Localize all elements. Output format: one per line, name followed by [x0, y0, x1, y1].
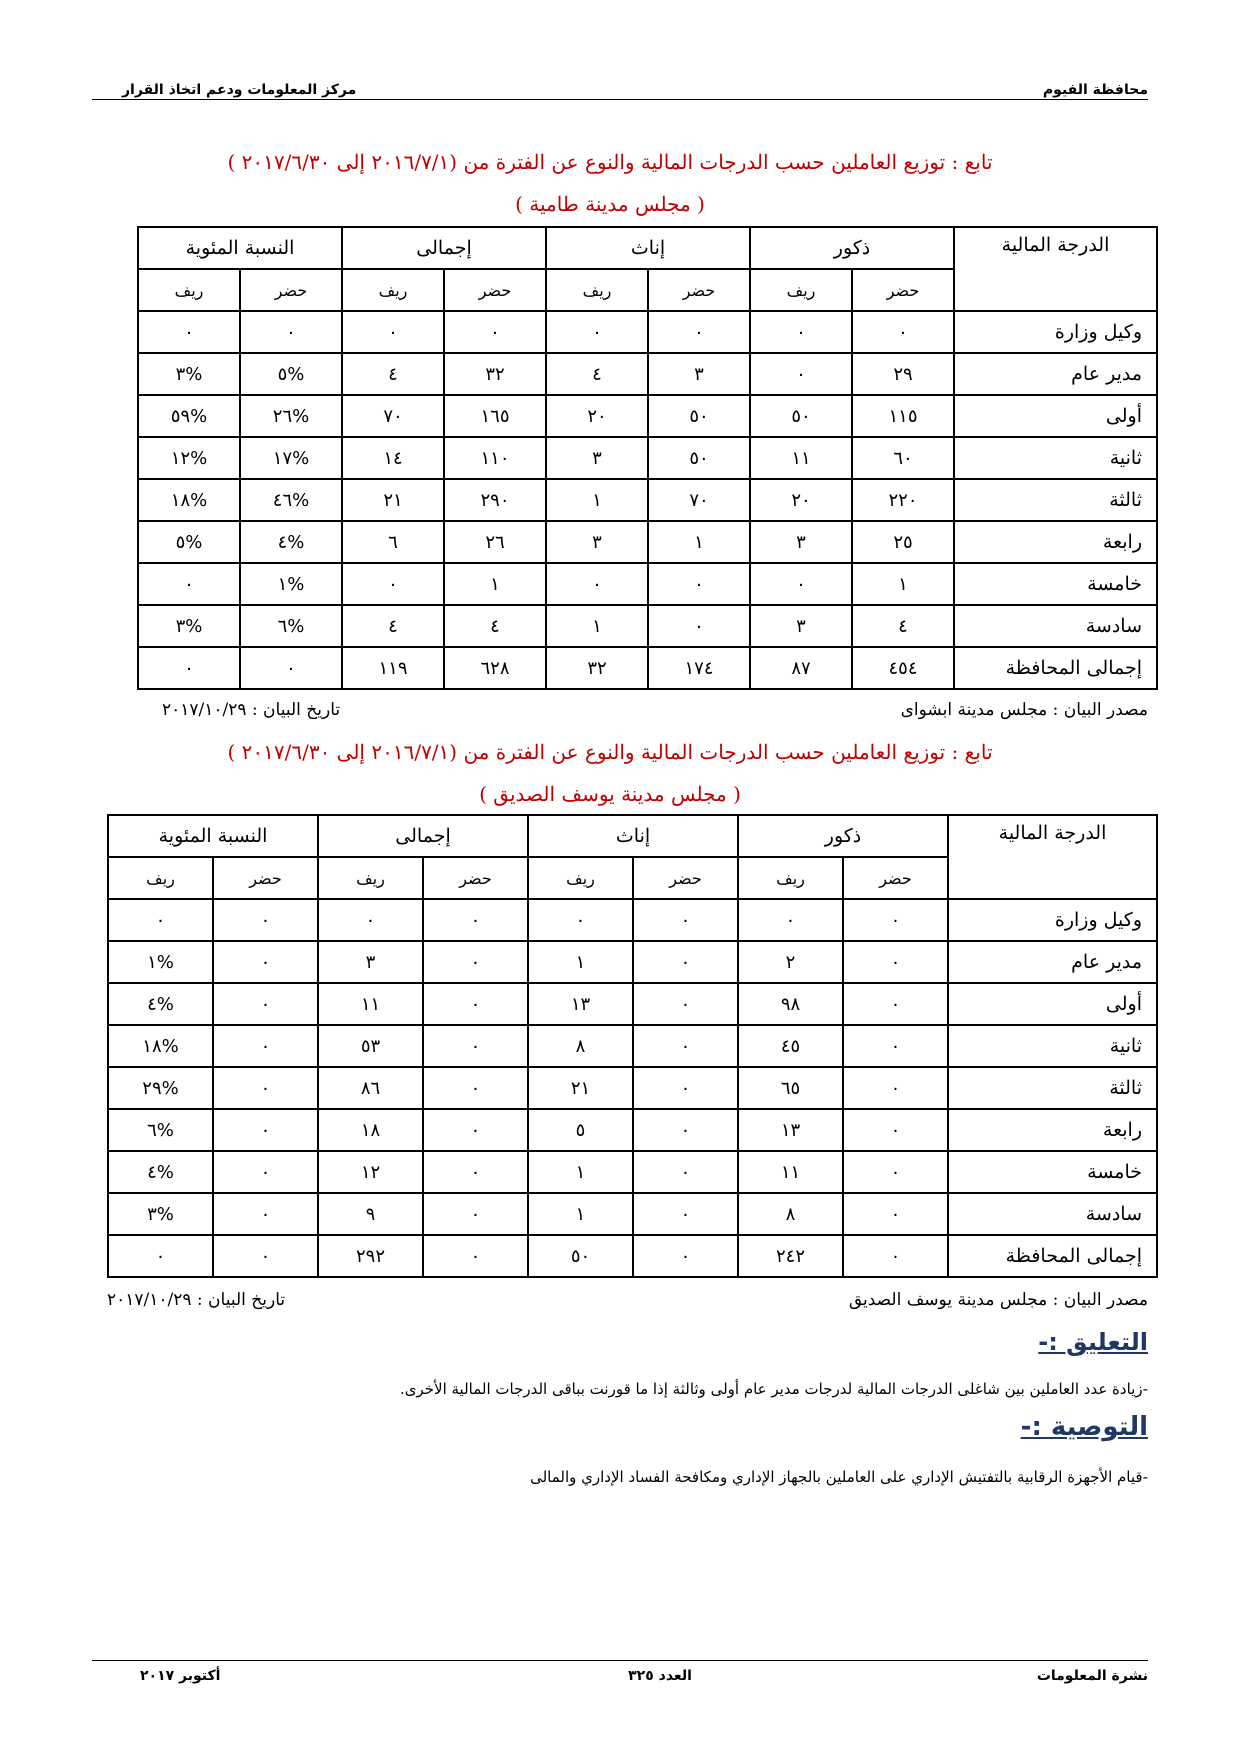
table-cell: ٥: [528, 1109, 633, 1151]
table-row: [138, 395, 1157, 437]
table-cell: ٠: [213, 1235, 318, 1277]
column-subheader: حضر: [852, 269, 954, 311]
table-cell: %٣: [108, 1193, 213, 1235]
table-cell: ٠: [843, 1067, 948, 1109]
table-cell: ١: [528, 941, 633, 983]
row-label: ثالثة: [948, 1067, 1157, 1109]
table-cell: ٥٠: [648, 437, 750, 479]
table-cell: ٠: [213, 899, 318, 941]
table-cell: ٤٥: [738, 1025, 843, 1067]
footer-issue-number: العدد ٣٢٥: [628, 1668, 692, 1684]
table-cell: %٥٩: [138, 395, 240, 437]
table1-title: تابع : توزيع العاملين حسب الدرجات المالية والنوع عن الفترة من (٢٠١٦/٧/١ إلى ٢٠١٧/٦/٣٠ ): [227, 150, 993, 174]
table-cell: ١: [852, 563, 954, 605]
table-cell: ٠: [843, 899, 948, 941]
table-cell: ٠: [546, 311, 648, 353]
row-label: أولى: [954, 395, 1157, 437]
row-label: وكيل وزارة: [954, 311, 1157, 353]
table-cell: %١٢: [138, 437, 240, 479]
table-cell: ٧٠: [648, 479, 750, 521]
table-cell: ١٦٥: [444, 395, 546, 437]
table-cell: ٢٥: [852, 521, 954, 563]
table-cell: ٢٠: [750, 479, 852, 521]
table-row: [138, 563, 1157, 605]
table-cell: ٣: [318, 941, 423, 983]
table-cell: ٣: [546, 521, 648, 563]
table-cell: ٦: [342, 521, 444, 563]
table-cell: ٠: [444, 311, 546, 353]
row-label: رابعة: [948, 1109, 1157, 1151]
table1-subtitle: ( مجلس مدينة طامية ): [515, 192, 705, 216]
table-cell: ٠: [423, 941, 528, 983]
table-cell: ١: [528, 1193, 633, 1235]
column-subheader: حضر: [843, 857, 948, 899]
table-cell: ٣٢: [546, 647, 648, 689]
recommendation-heading: التوصية :-: [1020, 1412, 1148, 1442]
table-row: [138, 647, 1157, 689]
table-cell: ١٣: [528, 983, 633, 1025]
table-cell: ٠: [213, 1025, 318, 1067]
column-header-grade: الدرجة المالية: [954, 227, 1157, 311]
header-center-name: مركز المعلومات ودعم اتخاذ القرار: [122, 82, 357, 98]
column-group-header: ذكور: [750, 227, 954, 269]
table-cell: ٤: [444, 605, 546, 647]
column-group-header: إجمالى: [342, 227, 546, 269]
table-cell: ٠: [843, 1025, 948, 1067]
table-cell: ٨٦: [318, 1067, 423, 1109]
table-cell: ٥٠: [750, 395, 852, 437]
table-cell: ٠: [138, 311, 240, 353]
table-cell: ١١: [318, 983, 423, 1025]
table-cell: ٢٢٠: [852, 479, 954, 521]
table-cell: ٠: [843, 1151, 948, 1193]
table-cell: ٨٧: [750, 647, 852, 689]
table-cell: ٢٩: [852, 353, 954, 395]
table-cell: ٠: [633, 983, 738, 1025]
table-cell: ٢٤٢: [738, 1235, 843, 1277]
table-cell: ١: [546, 605, 648, 647]
row-label: ثالثة: [954, 479, 1157, 521]
table-cell: ٠: [633, 1235, 738, 1277]
row-label: ثانية: [954, 437, 1157, 479]
table-cell: ١٢: [318, 1151, 423, 1193]
column-subheader: ريف: [528, 857, 633, 899]
table-cell: ٢١: [342, 479, 444, 521]
table-cell: ٠: [138, 563, 240, 605]
table-cell: ٢١: [528, 1067, 633, 1109]
table-cell: ١: [546, 479, 648, 521]
table2-date: تاريخ البيان : ٢٠١٧/١٠/٢٩: [107, 1290, 286, 1310]
table-cell: ٠: [240, 311, 342, 353]
column-subheader: حضر: [633, 857, 738, 899]
table-cell: ٠: [648, 563, 750, 605]
table-cell: ١١٥: [852, 395, 954, 437]
table-cell: %٢٦: [240, 395, 342, 437]
column-subheader: ريف: [318, 857, 423, 899]
table-cell: ٠: [843, 983, 948, 1025]
table-cell: ٠: [423, 1151, 528, 1193]
table-cell: ٠: [213, 1151, 318, 1193]
table-cell: ٠: [213, 1067, 318, 1109]
table-cell: ٠: [423, 1025, 528, 1067]
table-cell: ١١٠: [444, 437, 546, 479]
table-row: [108, 1067, 1157, 1109]
table-cell: ٠: [648, 311, 750, 353]
header-rule: [92, 99, 1148, 100]
table-cell: ٠: [843, 1109, 948, 1151]
table2-source: مصدر البيان : مجلس مدينة يوسف الصديق: [848, 1290, 1148, 1310]
table-cell: %٢٩: [108, 1067, 213, 1109]
table-cell: ٠: [342, 563, 444, 605]
table-cell: ٠: [423, 1109, 528, 1151]
table-cell: ٠: [633, 1109, 738, 1151]
table-cell: ١٨: [318, 1109, 423, 1151]
table1-source: مصدر البيان : مجلس مدينة ابشواى: [900, 700, 1148, 720]
table-cell: ٠: [852, 311, 954, 353]
table1-date: تاريخ البيان : ٢٠١٧/١٠/٢٩: [162, 700, 341, 720]
footer-date: أكتوبر ٢٠١٧: [140, 1668, 221, 1684]
table-row: [108, 941, 1157, 983]
row-label: ثانية: [948, 1025, 1157, 1067]
table-cell: %٣: [138, 605, 240, 647]
table-row: [138, 605, 1157, 647]
table-cell: ٠: [750, 311, 852, 353]
row-label: مدير عام: [954, 353, 1157, 395]
row-label: أولى: [948, 983, 1157, 1025]
table-cell: ٠: [423, 899, 528, 941]
table-row: [138, 311, 1157, 353]
header-governorate: محافظة الفيوم: [1042, 82, 1148, 98]
column-subheader: حضر: [444, 269, 546, 311]
column-group-header: إجمالى: [318, 815, 528, 857]
table-cell: ٠: [633, 941, 738, 983]
table-cell: ٣: [648, 353, 750, 395]
table-cell: ٠: [213, 1193, 318, 1235]
table-cell: ٠: [213, 941, 318, 983]
column-group-header: النسبة المئوية: [138, 227, 342, 269]
table-cell: %١٨: [108, 1025, 213, 1067]
table-row: [108, 1109, 1157, 1151]
table-cell: ٣: [750, 521, 852, 563]
table-cell: ٤: [852, 605, 954, 647]
table-cell: %٦: [240, 605, 342, 647]
column-subheader: حضر: [240, 269, 342, 311]
table-cell: ٣: [750, 605, 852, 647]
table-cell: ١٣: [738, 1109, 843, 1151]
table-cell: ٥٣: [318, 1025, 423, 1067]
table-cell: ٩٨: [738, 983, 843, 1025]
table-cell: ٠: [108, 899, 213, 941]
table-cell: %١٨: [138, 479, 240, 521]
table-cell: ١٧٤: [648, 647, 750, 689]
table-cell: ١: [444, 563, 546, 605]
table-cell: ٠: [213, 1109, 318, 1151]
table-cell: ٠: [423, 1235, 528, 1277]
table-cell: ١٤: [342, 437, 444, 479]
table-row: [108, 899, 1157, 941]
table-cell: ٠: [843, 941, 948, 983]
column-subheader: حضر: [423, 857, 528, 899]
table-cell: %١٧: [240, 437, 342, 479]
table-cell: ٥٠: [528, 1235, 633, 1277]
row-label: رابعة: [954, 521, 1157, 563]
comment-heading: التعليق :-: [1038, 1328, 1148, 1356]
table-cell: ٨: [528, 1025, 633, 1067]
table-cell: ٠: [648, 605, 750, 647]
table-cell: ٧٠: [342, 395, 444, 437]
table-cell: %٤: [240, 521, 342, 563]
table-cell: ٠: [633, 1193, 738, 1235]
recommendation-text: -قيام الأجهزة الرقابية بالتفتيش الإداري على العاملين بالجهاز الإداري ومكافحة الفساد الإداري والمالى: [530, 1468, 1148, 1486]
table-row: [138, 479, 1157, 521]
table-cell: %٦: [108, 1109, 213, 1151]
table-cell: ١١٩: [342, 647, 444, 689]
table-cell: %٥: [138, 521, 240, 563]
column-subheader: ريف: [108, 857, 213, 899]
table-cell: ٢٦: [444, 521, 546, 563]
table-row: [108, 983, 1157, 1025]
table-cell: %١: [240, 563, 342, 605]
row-label: خامسة: [948, 1151, 1157, 1193]
column-subheader: ريف: [546, 269, 648, 311]
row-label: وكيل وزارة: [948, 899, 1157, 941]
table-cell: ٦٥: [738, 1067, 843, 1109]
table-cell: ٠: [423, 1193, 528, 1235]
table-row: [108, 1193, 1157, 1235]
table-cell: ٠: [843, 1193, 948, 1235]
table-cell: ٢: [738, 941, 843, 983]
table-cell: ١١: [750, 437, 852, 479]
table-cell: %٤٦: [240, 479, 342, 521]
table-cell: ٠: [633, 1151, 738, 1193]
table-cell: ٢٠: [546, 395, 648, 437]
table2: [107, 814, 1158, 1278]
table-cell: ٠: [108, 1235, 213, 1277]
table-cell: ١: [528, 1151, 633, 1193]
table-cell: ٠: [213, 983, 318, 1025]
table-row: [138, 353, 1157, 395]
table-cell: ٠: [633, 899, 738, 941]
table-cell: ٢٩٢: [318, 1235, 423, 1277]
table-cell: ٠: [750, 563, 852, 605]
table-cell: ٢٩٠: [444, 479, 546, 521]
table-cell: ٠: [423, 1067, 528, 1109]
table-cell: ٠: [633, 1067, 738, 1109]
table2-subtitle: ( مجلس مدينة يوسف الصديق ): [479, 782, 741, 806]
table2-title: تابع : توزيع العاملين حسب الدرجات المالية والنوع عن الفترة من (٢٠١٦/٧/١ إلى ٢٠١٧/٦/٣٠ ): [227, 740, 993, 764]
table-cell: ٠: [138, 647, 240, 689]
table1: [137, 226, 1158, 690]
table-cell: %٣: [138, 353, 240, 395]
table-cell: ٨: [738, 1193, 843, 1235]
row-label: إجمالى المحافظة: [954, 647, 1157, 689]
table-row: [108, 1151, 1157, 1193]
column-header-grade: الدرجة المالية: [948, 815, 1157, 899]
table-cell: ٤٥٤: [852, 647, 954, 689]
row-label: إجمالى المحافظة: [948, 1235, 1157, 1277]
table-cell: ٠: [423, 983, 528, 1025]
column-subheader: ريف: [138, 269, 240, 311]
column-group-header: إناث: [546, 227, 750, 269]
table-cell: ٠: [738, 899, 843, 941]
table-cell: %٥: [240, 353, 342, 395]
column-subheader: حضر: [648, 269, 750, 311]
table-cell: ٠: [528, 899, 633, 941]
table-cell: %٤: [108, 1151, 213, 1193]
table-cell: ٤: [546, 353, 648, 395]
footer-bulletin-name: نشرة المعلومات: [1036, 1668, 1148, 1684]
table-cell: %١: [108, 941, 213, 983]
table-cell: ٠: [633, 1025, 738, 1067]
comment-text: -زيادة عدد العاملين بين شاغلى الدرجات المالية لدرجات مدير عام أولى وثالثة إذا ما قورنت بباقى الدرجات المالية الأخرى.: [399, 1380, 1148, 1398]
table-cell: ٣: [546, 437, 648, 479]
table-cell: %٤: [108, 983, 213, 1025]
table-cell: ٤: [342, 353, 444, 395]
column-group-header: النسبة المئوية: [108, 815, 318, 857]
row-label: سادسة: [954, 605, 1157, 647]
table-cell: ٣٢: [444, 353, 546, 395]
table-cell: ٦٠: [852, 437, 954, 479]
table-cell: ١١: [738, 1151, 843, 1193]
table-cell: ٠: [240, 647, 342, 689]
table-cell: ١: [648, 521, 750, 563]
row-label: خامسة: [954, 563, 1157, 605]
table-row: [138, 521, 1157, 563]
table-cell: ٠: [342, 311, 444, 353]
table-cell: ٠: [843, 1235, 948, 1277]
table-cell: ٠: [318, 899, 423, 941]
column-group-header: ذكور: [738, 815, 948, 857]
table-cell: ٦٢٨: [444, 647, 546, 689]
column-group-header: إناث: [528, 815, 738, 857]
column-subheader: ريف: [738, 857, 843, 899]
row-label: سادسة: [948, 1193, 1157, 1235]
table-row: [108, 1025, 1157, 1067]
table-row: [138, 437, 1157, 479]
column-subheader: ريف: [342, 269, 444, 311]
table-cell: ٠: [546, 563, 648, 605]
column-subheader: ريف: [750, 269, 852, 311]
footer-rule: [92, 1660, 1148, 1661]
table-cell: ٩: [318, 1193, 423, 1235]
column-subheader: حضر: [213, 857, 318, 899]
row-label: مدير عام: [948, 941, 1157, 983]
table-cell: ٠: [750, 353, 852, 395]
table-row: [108, 1235, 1157, 1277]
table-cell: ٥٠: [648, 395, 750, 437]
table-cell: ٤: [342, 605, 444, 647]
